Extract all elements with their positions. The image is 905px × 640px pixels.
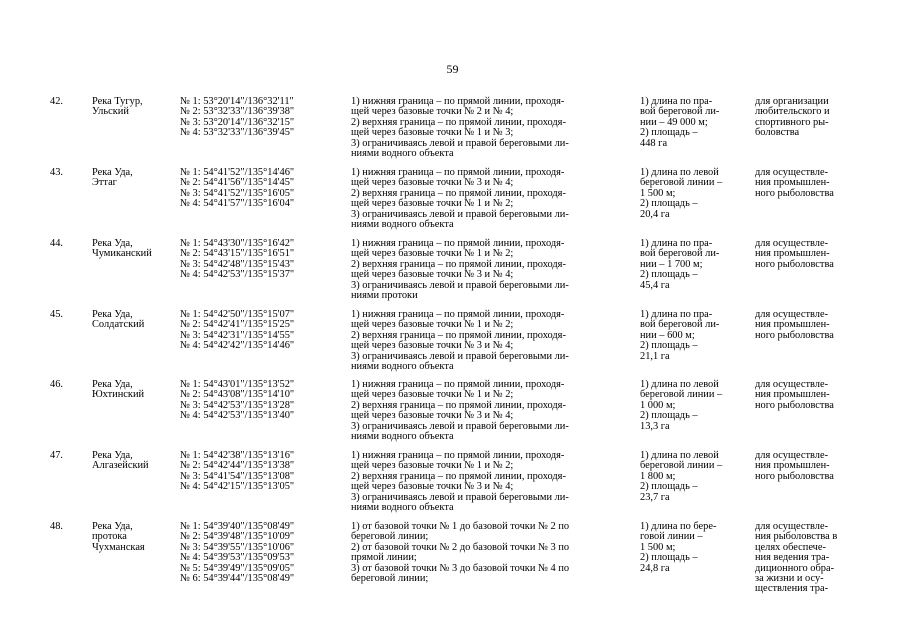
area-purpose-line: для осуществле- xyxy=(755,167,829,178)
base-point-coordinates-line: № 2: 54°43'15"/135°16'51" xyxy=(180,248,295,260)
area-parameters-line: 13,3 га xyxy=(640,420,670,432)
area-boundaries-line: 2) от базовой точки № 2 до базовой точки № 3 по xyxy=(351,541,570,553)
area-parameters xyxy=(640,239,745,291)
area-boundaries-line: ниями водного объекта xyxy=(351,501,454,513)
area-boundaries-line: 2) верхняя граница – по прямой линии, проходя- xyxy=(351,399,566,411)
base-point-coordinates-line: № 1: 54°41'52"/135°14'46" xyxy=(180,167,295,178)
area-parameters-line: 2) площадь – xyxy=(640,269,698,281)
base-point-coordinates-line: № 3: 53°20'14"/136°32'15" xyxy=(180,116,295,128)
area-boundaries-line: 1) нижняя граница – по прямой линии, проходя- xyxy=(351,167,565,178)
area-boundaries-line: щей через базовые точки № 1 и № 2; xyxy=(351,248,514,260)
entry-number-line: 47. xyxy=(50,450,63,461)
area-purpose xyxy=(755,239,865,270)
area-parameters-line: говой линии – xyxy=(640,531,703,543)
area-purpose-line: для осуществле- xyxy=(755,379,829,390)
area-purpose-line: ного рыболовства xyxy=(755,329,834,341)
base-point-coordinates-line: № 2: 54°42'44"/135°13'38" xyxy=(180,460,295,472)
river-name-line: Чухманская xyxy=(92,541,145,553)
base-point-coordinates-line: № 1: 54°42'50"/135°15'07" xyxy=(180,309,295,320)
area-boundaries-line: ниями водного объекта xyxy=(351,218,454,230)
area-purpose-line: ного рыболовства xyxy=(755,258,834,270)
area-purpose-line: ния промышлен- xyxy=(755,177,830,189)
base-point-coordinates-line: № 4: 54°42'53"/135°15'37" xyxy=(180,269,295,281)
area-parameters-line: 2) площадь – xyxy=(640,481,698,493)
river-name xyxy=(92,310,177,331)
entry-number-line: 45. xyxy=(50,309,63,320)
base-point-coordinates xyxy=(180,97,340,139)
area-boundaries-line: 2) верхняя граница – по прямой линии, проходя- xyxy=(351,258,566,270)
area-purpose-line: для осуществле- xyxy=(755,238,829,249)
area-parameters-line: 1) длина по пра- xyxy=(640,96,713,107)
area-boundaries-line: щей через базовые точки № 3 и № 4; xyxy=(351,269,514,281)
area-parameters-line: береговой линии – xyxy=(640,389,723,401)
base-point-coordinates-line: № 3: 54°39'55"/135°10'06" xyxy=(180,541,295,553)
area-purpose-line: для осуществле- xyxy=(755,450,829,461)
base-point-coordinates-line: № 4: 54°42'42"/135°14'46" xyxy=(180,340,295,352)
area-boundaries-line: 2) верхняя граница – по прямой линии, проходя- xyxy=(351,187,566,199)
area-purpose-line: за жизни и осу- xyxy=(755,572,824,584)
river-name xyxy=(92,451,177,472)
area-boundaries-line: 1) нижняя граница – по прямой линии, проходя- xyxy=(351,379,565,390)
entry-number xyxy=(50,380,80,390)
area-parameters-line: 1 500 м; xyxy=(640,187,676,199)
area-boundaries xyxy=(351,380,636,442)
base-point-coordinates xyxy=(180,310,340,352)
area-boundaries-line: 1) от базовой точки № 1 до базовой точки № 2 по xyxy=(351,521,570,532)
area-parameters-line: 1) длина по пра- xyxy=(640,309,713,320)
area-purpose xyxy=(755,310,865,341)
area-parameters-line: 45,4 га xyxy=(640,279,670,291)
area-boundaries-line: 1) нижняя граница – по прямой линии, проходя- xyxy=(351,450,565,461)
base-point-coordinates-line: № 5: 54°39'49"/135°09'05" xyxy=(180,562,295,574)
base-point-coordinates-line: № 2: 54°39'48"/135°10'09" xyxy=(180,531,295,543)
base-point-coordinates xyxy=(180,380,340,422)
base-point-coordinates-line: № 2: 54°43'08"/135°14'10" xyxy=(180,389,295,401)
area-boundaries-line: щей через базовые точки № 3 и № 4; xyxy=(351,410,514,422)
river-name-line: протока xyxy=(92,531,127,543)
area-boundaries-line: щей через базовые точки № 1 и № 2; xyxy=(351,460,514,472)
area-boundaries xyxy=(351,239,636,301)
base-point-coordinates-line: № 1: 54°39'40"/135°08'49" xyxy=(180,521,295,532)
river-name-line: Река Уда, xyxy=(92,309,133,320)
base-point-coordinates-line: № 3: 54°42'53"/135°13'28" xyxy=(180,399,295,411)
base-point-coordinates-line: № 4: 53°32'33"/136°39'45" xyxy=(180,127,295,139)
area-parameters-line: 24,8 га xyxy=(640,562,670,574)
area-purpose-line: для осуществле- xyxy=(755,309,829,320)
area-parameters-line: 1) длина по бере- xyxy=(640,521,717,532)
entry-number-line: 44. xyxy=(50,238,63,249)
area-purpose-line: боловства xyxy=(755,127,800,139)
area-boundaries-line: 3) ограничиваясь левой и правой береговыми ли- xyxy=(351,491,569,503)
river-name-line: Ульский xyxy=(92,106,129,118)
area-parameters-line: 2) площадь – xyxy=(640,340,698,352)
area-boundaries xyxy=(351,522,636,584)
area-parameters-line: береговой линии – xyxy=(640,177,723,189)
river-name-line: Алгазейский xyxy=(92,460,149,472)
entry-number xyxy=(50,522,80,532)
area-boundaries-line: 2) верхняя граница – по прямой линии, проходя- xyxy=(351,116,566,128)
area-purpose xyxy=(755,522,865,595)
base-point-coordinates-line: № 3: 54°42'48"/135°15'43" xyxy=(180,258,295,270)
base-point-coordinates-line: № 4: 54°39'53"/135°09'53" xyxy=(180,552,295,564)
entry-number xyxy=(50,97,80,107)
area-parameters-line: 23,7 га xyxy=(640,491,670,503)
river-name xyxy=(92,97,177,118)
area-purpose-line: ния промышлен- xyxy=(755,248,830,260)
area-boundaries-line: щей через базовые точки № 3 и № 4; xyxy=(351,177,514,189)
area-parameters-line: 448 га xyxy=(640,137,668,149)
area-parameters xyxy=(640,168,745,220)
area-parameters-line: 2) площадь – xyxy=(640,127,698,139)
area-purpose-line: целях обеспече- xyxy=(755,541,826,553)
area-parameters-line: 1 500 м; xyxy=(640,541,676,553)
entry-number-line: 46. xyxy=(50,379,63,390)
river-name-line: Юхтинский xyxy=(92,389,145,401)
base-point-coordinates xyxy=(180,451,340,493)
area-parameters xyxy=(640,451,745,503)
area-boundaries-line: щей через базовые точки № 1 и № 2; xyxy=(351,319,514,331)
area-boundaries-line: ниями протоки xyxy=(351,289,418,301)
area-boundaries-line: ниями водного объекта xyxy=(351,147,454,159)
area-purpose-line: диционного обра- xyxy=(755,562,835,574)
base-point-coordinates-line: № 4: 54°42'53"/135°13'40" xyxy=(180,410,295,422)
base-point-coordinates-line: № 1: 54°43'30"/135°16'42" xyxy=(180,238,295,249)
base-point-coordinates xyxy=(180,239,340,281)
area-boundaries-line: щей через базовые точки № 3 и № 4; xyxy=(351,340,514,352)
area-boundaries-line: береговой линии; xyxy=(351,531,429,543)
area-purpose-line: ния рыболовства в xyxy=(755,531,838,543)
area-boundaries-line: щей через базовые точки № 1 и № 3; xyxy=(351,127,514,139)
area-boundaries-line: 1) нижняя граница – по прямой линии, проходя- xyxy=(351,238,565,249)
area-boundaries-line: 2) верхняя граница – по прямой линии, проходя- xyxy=(351,470,566,482)
area-parameters-line: 2) площадь – xyxy=(640,198,698,210)
base-point-coordinates-line: № 1: 53°20'14"/136°32'11" xyxy=(180,96,294,107)
area-purpose-line: ного рыболовства xyxy=(755,187,834,199)
area-purpose xyxy=(755,451,865,482)
area-parameters-line: 20,4 га xyxy=(640,208,670,220)
base-point-coordinates-line: № 3: 54°41'52"/135°16'05" xyxy=(180,187,295,199)
base-point-coordinates-line: № 1: 54°43'01"/135°13'52" xyxy=(180,379,295,390)
entry-number xyxy=(50,310,80,320)
area-boundaries xyxy=(351,451,636,513)
area-boundaries-line: береговой линии; xyxy=(351,572,429,584)
page-number: 59 xyxy=(446,62,459,76)
area-boundaries xyxy=(351,310,636,372)
entry-number-line: 48. xyxy=(50,521,63,532)
entry-number-line: 42. xyxy=(50,96,63,107)
area-parameters-line: вой береговой ли- xyxy=(640,319,720,331)
area-boundaries-line: прямой линии; xyxy=(351,552,417,564)
area-boundaries xyxy=(351,97,636,159)
area-parameters xyxy=(640,310,745,362)
base-point-coordinates xyxy=(180,168,340,210)
area-purpose-line: любительского и xyxy=(755,106,830,118)
entry-number xyxy=(50,239,80,249)
area-boundaries-line: щей через базовые точки № 1 и № 2; xyxy=(351,389,514,401)
river-name xyxy=(92,239,177,260)
area-purpose xyxy=(755,97,865,139)
base-point-coordinates xyxy=(180,522,340,584)
area-parameters-line: 2) площадь – xyxy=(640,552,698,564)
area-purpose-line: спортивного ры- xyxy=(755,116,829,128)
area-purpose-line: ного рыболовства xyxy=(755,470,834,482)
area-boundaries xyxy=(351,168,636,230)
base-point-coordinates-line: № 4: 54°41'57"/135°16'04" xyxy=(180,198,295,210)
river-name-line: Река Тугур, xyxy=(92,96,143,107)
area-purpose-line: ния промышлен- xyxy=(755,319,830,331)
area-boundaries-line: щей через базовые точки № 3 и № 4; xyxy=(351,481,514,493)
area-parameters-line: 1) длина по левой xyxy=(640,379,719,390)
area-purpose-line: для осуществле- xyxy=(755,521,829,532)
area-purpose xyxy=(755,380,865,411)
area-purpose-line: ного рыболовства xyxy=(755,399,834,411)
entry-number-line: 43. xyxy=(50,167,63,178)
area-parameters-line: вой береговой ли- xyxy=(640,106,720,118)
river-name-line: Река Уда, xyxy=(92,450,133,461)
area-parameters-line: нии – 49 000 м; xyxy=(640,116,708,128)
area-parameters xyxy=(640,97,745,149)
area-parameters-line: береговой линии – xyxy=(640,460,723,472)
area-purpose-line: ния промышлен- xyxy=(755,389,830,401)
base-point-coordinates-line: № 3: 54°41'54"/135°13'08" xyxy=(180,470,295,482)
river-name-line: Река Уда, xyxy=(92,521,133,532)
area-parameters-line: вой береговой ли- xyxy=(640,248,720,260)
area-parameters-line: 1) длина по левой xyxy=(640,167,719,178)
river-name-line: Солдатский xyxy=(92,319,145,331)
area-parameters-line: нии – 600 м; xyxy=(640,329,695,341)
entry-number xyxy=(50,451,80,461)
river-name xyxy=(92,522,177,553)
area-boundaries-line: щей через базовые точки № 2 и № 4; xyxy=(351,106,514,118)
area-boundaries-line: 2) верхняя граница – по прямой линии, проходя- xyxy=(351,329,566,341)
area-boundaries-line: 3) ограничиваясь левой и правой береговыми ли- xyxy=(351,208,569,220)
area-parameters xyxy=(640,380,745,432)
area-boundaries-line: 1) нижняя граница – по прямой линии, проходя- xyxy=(351,309,565,320)
base-point-coordinates-line: № 2: 54°41'56"/135°14'45" xyxy=(180,177,295,189)
river-name-line: Река Уда, xyxy=(92,238,133,249)
area-purpose-line: ния промышлен- xyxy=(755,460,830,472)
river-name-line: Река Уда, xyxy=(92,379,133,390)
area-boundaries-line: ниями водного объекта xyxy=(351,430,454,442)
area-boundaries-line: 3) ограничиваясь левой и правой береговыми ли- xyxy=(351,279,569,291)
river-name xyxy=(92,380,177,401)
area-boundaries-line: 3) ограничиваясь левой и правой береговыми ли- xyxy=(351,137,569,149)
river-name-line: Река Уда, xyxy=(92,167,133,178)
area-parameters-line: 1 800 м; xyxy=(640,470,676,482)
river-name xyxy=(92,168,177,189)
base-point-coordinates-line: № 4: 54°42'15"/135°13'05" xyxy=(180,481,295,493)
area-boundaries-line: щей через базовые точки № 1 и № 2; xyxy=(351,198,514,210)
base-point-coordinates-line: № 2: 53°32'33"/136°39'38" xyxy=(180,106,295,118)
entry-number xyxy=(50,168,80,178)
area-parameters xyxy=(640,522,745,574)
river-name-line: Чумиканский xyxy=(92,248,152,260)
area-boundaries-line: 3) ограничиваясь левой и правой береговыми ли- xyxy=(351,350,569,362)
area-boundaries-line: ниями водного объекта xyxy=(351,360,454,372)
area-parameters-line: 1 000 м; xyxy=(640,399,676,411)
area-parameters-line: 21,1 га xyxy=(640,350,670,362)
area-purpose-line: для организации xyxy=(755,96,829,107)
area-parameters-line: 1) длина по пра- xyxy=(640,238,713,249)
area-parameters-line: 2) площадь – xyxy=(640,410,698,422)
area-boundaries-line: 1) нижняя граница – по прямой линии, проходя- xyxy=(351,96,565,107)
area-purpose-line: ществления тра- xyxy=(755,583,829,595)
area-parameters-line: нии – 1 700 м; xyxy=(640,258,703,270)
base-point-coordinates-line: № 3: 54°42'31"/135°14'55" xyxy=(180,329,295,341)
base-point-coordinates-line: № 2: 54°42'41"/135°15'25" xyxy=(180,319,295,331)
area-boundaries-line: 3) от базовой точки № 3 до базовой точки № 4 по xyxy=(351,562,570,574)
area-parameters-line: 1) длина по левой xyxy=(640,450,719,461)
river-name-line: Эттаг xyxy=(92,177,117,189)
base-point-coordinates-line: № 1: 54°42'38"/135°13'16" xyxy=(180,450,295,461)
area-boundaries-line: 3) ограничиваясь левой и правой береговыми ли- xyxy=(351,420,569,432)
area-purpose-line: ния ведения тра- xyxy=(755,552,830,564)
area-purpose xyxy=(755,168,865,199)
base-point-coordinates-line: № 6: 54°39'44"/135°08'49" xyxy=(180,572,295,584)
